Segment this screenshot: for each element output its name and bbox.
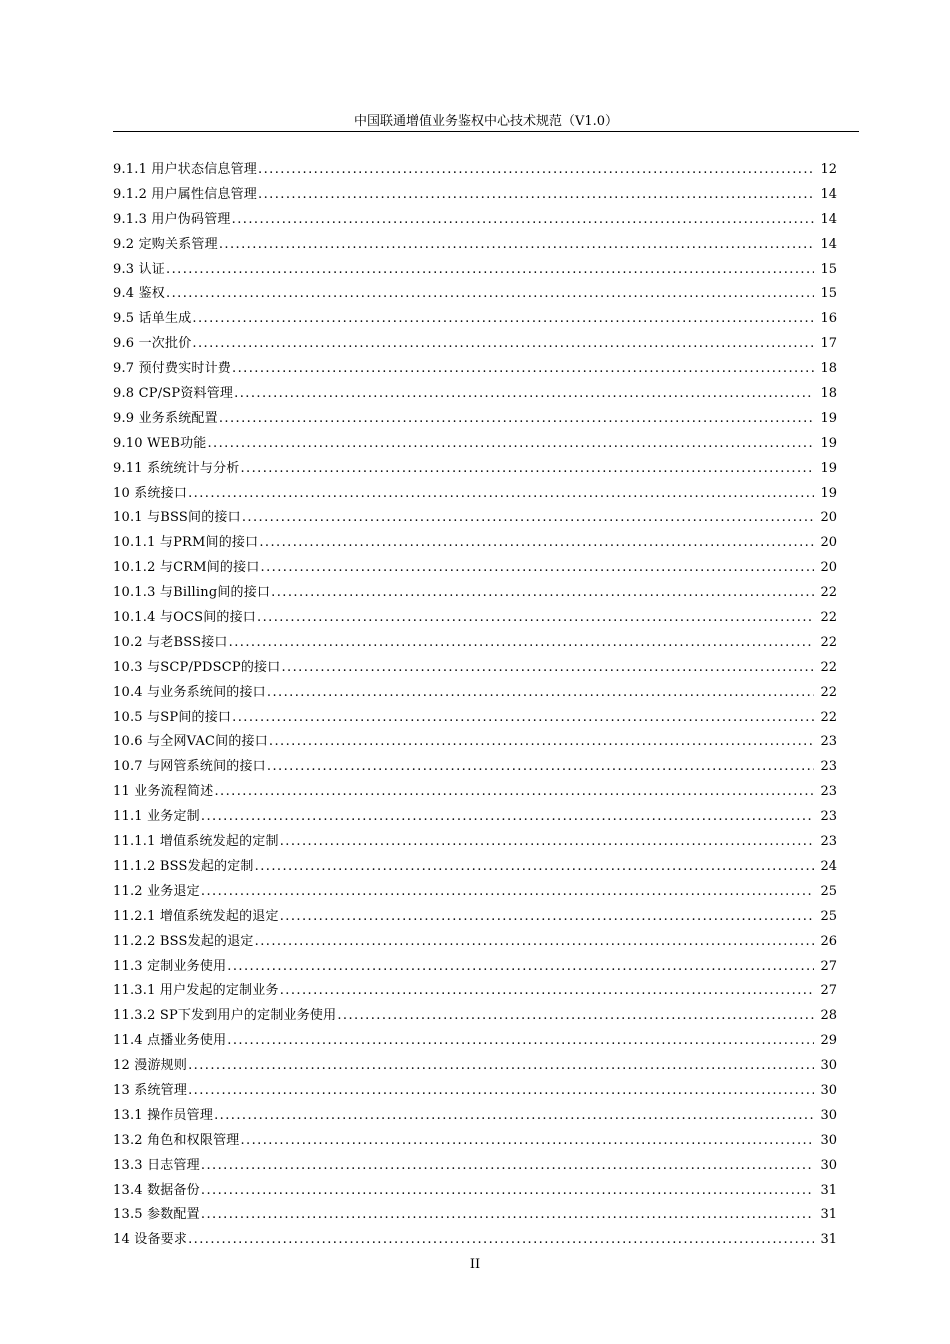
toc-dot-leader: [337, 1004, 814, 1029]
toc-entry-page-number: 31: [820, 1207, 837, 1223]
toc-dot-leader: [166, 258, 814, 283]
toc-entry-page-number: 14: [820, 236, 837, 252]
toc-entry-title: 11 业务流程简述: [113, 784, 214, 800]
toc-dot-leader: [207, 432, 814, 457]
toc-dot-leader: [258, 158, 814, 183]
toc-dot-leader: [267, 755, 814, 780]
toc-entry-title: 13.2 角色和权限管理: [113, 1132, 240, 1148]
toc-entry-title: 11.1 业务定制: [113, 809, 200, 825]
toc-entry[interactable]: [113, 1004, 837, 1029]
toc-entry[interactable]: [113, 258, 837, 283]
toc-dot-leader: [188, 1079, 814, 1104]
document-title: 中国联通增值业务鉴权中心技术规范（V1.0）: [353, 114, 619, 129]
toc-dot-leader: [232, 706, 814, 731]
toc-entry-title: 11.3.2 SP下发到用户的定制业务使用: [113, 1008, 337, 1024]
toc-entry-title: 9.3 认证: [113, 261, 166, 277]
toc-entry-page-number: 23: [820, 784, 837, 800]
toc-entry-title: 9.8 CP/SP资料管理: [113, 386, 234, 402]
toc-entry[interactable]: [113, 1029, 837, 1054]
toc-entry-page-number: 19: [820, 410, 837, 426]
toc-entry-title: 11.3 定制业务使用: [113, 958, 227, 974]
toc-dot-leader: [192, 307, 814, 332]
page-footer: [0, 1256, 950, 1274]
header-divider: [113, 131, 859, 132]
toc-entry-page-number: 27: [820, 983, 837, 999]
toc-entry-title: 10.1.2 与CRM间的接口: [113, 560, 260, 576]
toc-entry-page-number: 30: [820, 1132, 837, 1148]
table-of-contents: [113, 158, 837, 1253]
toc-entry-title: 11.2 业务退定: [113, 883, 200, 899]
toc-entry-title: 10 系统接口: [113, 485, 188, 501]
toc-dot-leader: [188, 1054, 814, 1079]
toc-dot-leader: [166, 282, 814, 307]
toc-entry-title: 9.4 鉴权: [113, 286, 166, 302]
toc-entry[interactable]: [113, 382, 837, 407]
toc-entry-page-number: 30: [820, 1107, 837, 1123]
toc-entry-title: 11.3.1 用户发起的定制业务: [113, 983, 279, 999]
toc-entry-page-number: 25: [820, 883, 837, 899]
toc-entry[interactable]: [113, 681, 837, 706]
toc-entry[interactable]: [113, 755, 837, 780]
toc-entry-title: 10.1.3 与Billing间的接口: [113, 585, 271, 601]
toc-entry[interactable]: [113, 581, 837, 606]
toc-entry[interactable]: [113, 979, 837, 1004]
toc-dot-leader: [242, 506, 814, 531]
toc-entry-title: 10.5 与SP间的接口: [113, 709, 232, 725]
toc-entry-page-number: 23: [820, 734, 837, 750]
toc-entry-page-number: 18: [820, 386, 837, 402]
toc-dot-leader: [232, 357, 814, 382]
toc-entry-page-number: 31: [820, 1232, 837, 1248]
toc-entry[interactable]: [113, 1129, 837, 1154]
toc-entry-title: 13.5 参数配置: [113, 1207, 200, 1223]
toc-dot-leader: [257, 606, 814, 631]
toc-entry-title: 13.1 操作员管理: [113, 1107, 214, 1123]
toc-dot-leader: [259, 531, 814, 556]
toc-dot-leader: [229, 631, 814, 656]
toc-entry-page-number: 29: [820, 1033, 837, 1049]
toc-entry[interactable]: [113, 1228, 837, 1253]
toc-dot-leader: [269, 730, 814, 755]
toc-entry-page-number: 27: [820, 958, 837, 974]
toc-entry-page-number: 22: [820, 709, 837, 725]
toc-entry-title: 9.2 定购关系管理: [113, 236, 218, 252]
toc-entry-title: 9.11 系统统计与分析: [113, 460, 240, 476]
toc-entry[interactable]: [113, 805, 837, 830]
toc-dot-leader: [201, 805, 814, 830]
toc-entry[interactable]: [113, 1054, 837, 1079]
toc-dot-leader: [188, 482, 814, 507]
toc-dot-leader: [280, 979, 814, 1004]
toc-dot-leader: [271, 581, 814, 606]
toc-entry-page-number: 26: [820, 933, 837, 949]
toc-entry-title: 10.2 与老BSS接口: [113, 634, 228, 650]
toc-dot-leader: [258, 183, 814, 208]
toc-entry-page-number: 23: [820, 834, 837, 850]
toc-dot-leader: [227, 1029, 814, 1054]
toc-entry[interactable]: [113, 332, 837, 357]
toc-dot-leader: [280, 830, 814, 855]
toc-entry-page-number: 22: [820, 659, 837, 675]
toc-entry-title: 13.4 数据备份: [113, 1182, 200, 1198]
toc-dot-leader: [234, 382, 814, 407]
toc-entry-page-number: 18: [820, 361, 837, 377]
toc-entry[interactable]: [113, 556, 837, 581]
toc-dot-leader: [214, 780, 814, 805]
toc-dot-leader: [255, 930, 814, 955]
toc-dot-leader: [255, 855, 814, 880]
toc-dot-leader: [214, 1104, 814, 1129]
toc-entry-title: 11.1.1 增值系统发起的定制: [113, 834, 279, 850]
toc-entry[interactable]: [113, 531, 837, 556]
toc-entry-page-number: 14: [820, 211, 837, 227]
toc-entry[interactable]: [113, 830, 837, 855]
toc-dot-leader: [201, 1154, 814, 1179]
toc-entry[interactable]: [113, 1203, 837, 1228]
toc-entry[interactable]: [113, 183, 837, 208]
toc-entry-page-number: 25: [820, 908, 837, 924]
toc-entry-page-number: 22: [820, 634, 837, 650]
toc-entry-page-number: 30: [820, 1082, 837, 1098]
toc-entry[interactable]: [113, 307, 837, 332]
toc-entry[interactable]: [113, 506, 837, 531]
toc-entry-page-number: 31: [820, 1182, 837, 1198]
toc-entry-page-number: 12: [820, 162, 837, 177]
toc-entry-page-number: 24: [820, 858, 837, 874]
toc-dot-leader: [240, 1129, 814, 1154]
toc-dot-leader: [227, 955, 814, 980]
toc-entry-page-number: 14: [820, 186, 837, 202]
toc-entry-title: 10.1.4 与OCS间的接口: [113, 610, 256, 626]
toc-entry-title: 11.2.2 BSS发起的退定: [113, 933, 254, 949]
toc-entry-title: 11.2.1 增值系统发起的退定: [113, 908, 279, 924]
page-number: II: [469, 1257, 481, 1272]
toc-entry-page-number: 22: [820, 610, 837, 626]
toc-entry-title: 11.1.2 BSS发起的定制: [113, 858, 254, 874]
toc-entry-page-number: 20: [820, 560, 837, 576]
toc-entry-title: 12 漫游规则: [113, 1058, 188, 1074]
toc-dot-leader: [240, 457, 814, 482]
toc-entry[interactable]: [113, 1104, 837, 1129]
toc-entry[interactable]: [113, 656, 837, 681]
toc-entry[interactable]: [113, 880, 837, 905]
toc-entry[interactable]: [113, 905, 837, 930]
toc-entry-title: 11.4 点播业务使用: [113, 1033, 227, 1049]
toc-entry-title: 9.5 话单生成: [113, 311, 192, 327]
toc-entry[interactable]: [113, 631, 837, 656]
page-header: [113, 113, 859, 133]
toc-entry-title: 13 系统管理: [113, 1082, 188, 1098]
toc-dot-leader: [201, 880, 814, 905]
toc-dot-leader: [219, 407, 814, 432]
toc-entry[interactable]: [113, 606, 837, 631]
toc-dot-leader: [267, 681, 814, 706]
toc-entry-page-number: 19: [820, 435, 837, 451]
toc-entry-page-number: 15: [820, 286, 837, 302]
toc-entry-title: 13.3 日志管理: [113, 1157, 200, 1173]
toc-entry-page-number: 30: [820, 1058, 837, 1074]
toc-entry-title: 9.10 WEB功能: [113, 435, 207, 451]
toc-entry[interactable]: [113, 1154, 837, 1179]
toc-entry-title: 9.7 预付费实时计费: [113, 361, 232, 377]
toc-entry-page-number: 30: [820, 1157, 837, 1173]
toc-entry-page-number: 22: [820, 684, 837, 700]
toc-entry-title: 9.6 一次批价: [113, 336, 192, 352]
toc-entry-title: 10.3 与SCP/PDSCP的接口: [113, 659, 281, 675]
toc-entry[interactable]: [113, 407, 837, 432]
toc-dot-leader: [201, 1203, 814, 1228]
toc-entry[interactable]: [113, 706, 837, 731]
toc-entry[interactable]: [113, 432, 837, 457]
toc-dot-leader: [281, 656, 814, 681]
toc-entry[interactable]: [113, 730, 837, 755]
toc-entry[interactable]: [113, 780, 837, 805]
toc-dot-leader: [261, 556, 814, 581]
toc-entry[interactable]: [113, 1179, 837, 1204]
toc-entry-page-number: 19: [820, 460, 837, 476]
toc-dot-leader: [192, 332, 814, 357]
toc-entry-title: 10.1.1 与PRM间的接口: [113, 535, 259, 551]
toc-entry-page-number: 22: [820, 585, 837, 601]
toc-entry-page-number: 23: [820, 759, 837, 775]
toc-dot-leader: [219, 233, 814, 258]
toc-entry-page-number: 16: [820, 311, 837, 327]
toc-entry[interactable]: [113, 1079, 837, 1104]
toc-dot-leader: [280, 905, 814, 930]
toc-dot-leader: [188, 1228, 814, 1253]
toc-entry-title: 9.1.3 用户伪码管理: [113, 211, 231, 227]
toc-entry-page-number: 20: [820, 510, 837, 526]
toc-entry-title: 10.7 与网管系统间的接口: [113, 759, 266, 775]
toc-entry-title: 9.9 业务系统配置: [113, 410, 218, 426]
toc-entry-title: 9.1.2 用户属性信息管理: [113, 186, 258, 202]
toc-entry[interactable]: [113, 482, 837, 507]
toc-entry-page-number: 15: [820, 261, 837, 277]
toc-entry-title: 10.4 与业务系统间的接口: [113, 684, 266, 700]
toc-dot-leader: [232, 208, 814, 233]
toc-entry[interactable]: [113, 208, 837, 233]
toc-entry-page-number: 28: [820, 1008, 837, 1024]
toc-entry-title: 9.1.1 用户状态信息管理: [113, 162, 258, 177]
toc-entry[interactable]: [113, 855, 837, 880]
toc-entry-page-number: 20: [820, 535, 837, 551]
toc-entry-title: 14 设备要求: [113, 1232, 188, 1248]
toc-entry[interactable]: [113, 233, 837, 258]
toc-entry[interactable]: [113, 930, 837, 955]
toc-entry-page-number: 17: [820, 336, 837, 352]
toc-entry[interactable]: [113, 158, 837, 183]
toc-entry-title: 10.6 与全网VAC间的接口: [113, 734, 268, 750]
toc-entry[interactable]: [113, 357, 837, 382]
toc-dot-leader: [201, 1179, 814, 1204]
toc-entry[interactable]: [113, 955, 837, 980]
toc-entry[interactable]: [113, 282, 837, 307]
toc-entry-page-number: 19: [820, 485, 837, 501]
toc-entry-page-number: 23: [820, 809, 837, 825]
toc-entry-title: 10.1 与BSS间的接口: [113, 510, 241, 526]
toc-entry[interactable]: [113, 457, 837, 482]
